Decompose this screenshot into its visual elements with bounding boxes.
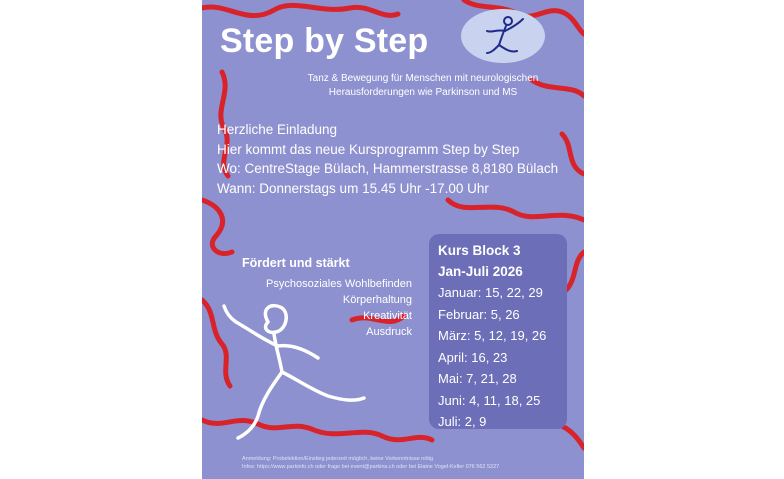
subtitle	[258, 72, 584, 100]
course-date-line: Februar: 5, 26	[438, 306, 520, 322]
course-date-line: Mai: 7, 21, 28	[438, 371, 517, 386]
dancing-figure-icon	[461, 9, 545, 63]
course-date-line: Juli: 2, 9	[438, 414, 487, 429]
benefit-item: Kreativität	[363, 310, 412, 322]
subtitle-line: Tanz & Bewegung für Menschen mit neurologischen	[307, 73, 539, 84]
course-date-line: März: 5, 12, 19, 26	[438, 328, 547, 343]
footer-line: Infos: https://www.parkinfo.ch oder frage bei event@parkins.ch oder bei Elaine Vogel-Keller 076 562 5227	[242, 464, 500, 470]
benefit-item: Körperhaltung	[342, 294, 412, 306]
poster	[202, 0, 584, 479]
footer-line: Anmeldung: Probelektion/Einstieg jederzeit möglich, keine Vorkenntnisse nötig	[242, 456, 434, 462]
course-title-line: Jan-Juli 2026	[438, 264, 523, 279]
logo	[461, 9, 545, 63]
course-date-line: Juni: 4, 11, 18, 25	[438, 392, 541, 408]
dancer-figure-icon	[202, 300, 382, 450]
course-title	[438, 240, 523, 282]
footer	[242, 455, 499, 471]
benefit-item: Ausdruck	[366, 326, 412, 338]
course-title-line: Kurs Block 3	[438, 243, 521, 258]
benefits-heading: Fördert und stärkt	[242, 256, 350, 270]
benefit-item: Psychosoziales Wohlbefinden	[266, 278, 412, 290]
invitation-line: Herzliche Einladung	[217, 122, 338, 137]
subtitle-line: Herausforderungen wie Parkinson und MS	[328, 87, 518, 98]
course-date-line: April: 16, 23	[438, 349, 508, 365]
invitation-line: Wann: Donnerstags um 15.45 Uhr -17.00 Uhr	[217, 180, 489, 196]
course-dates-box	[429, 234, 567, 429]
invitation-line: Hier kommt das neue Kursprogramm Step by Step	[217, 141, 520, 157]
invitation	[217, 120, 558, 198]
poster-title: Step by Step	[220, 22, 429, 60]
invitation-line: Wo: CentreStage Bülach, Hammerstrasse 8,8180 Bülach	[217, 161, 559, 176]
course-dates	[438, 282, 546, 433]
course-date-line: Januar: 15, 22, 29	[438, 285, 543, 300]
